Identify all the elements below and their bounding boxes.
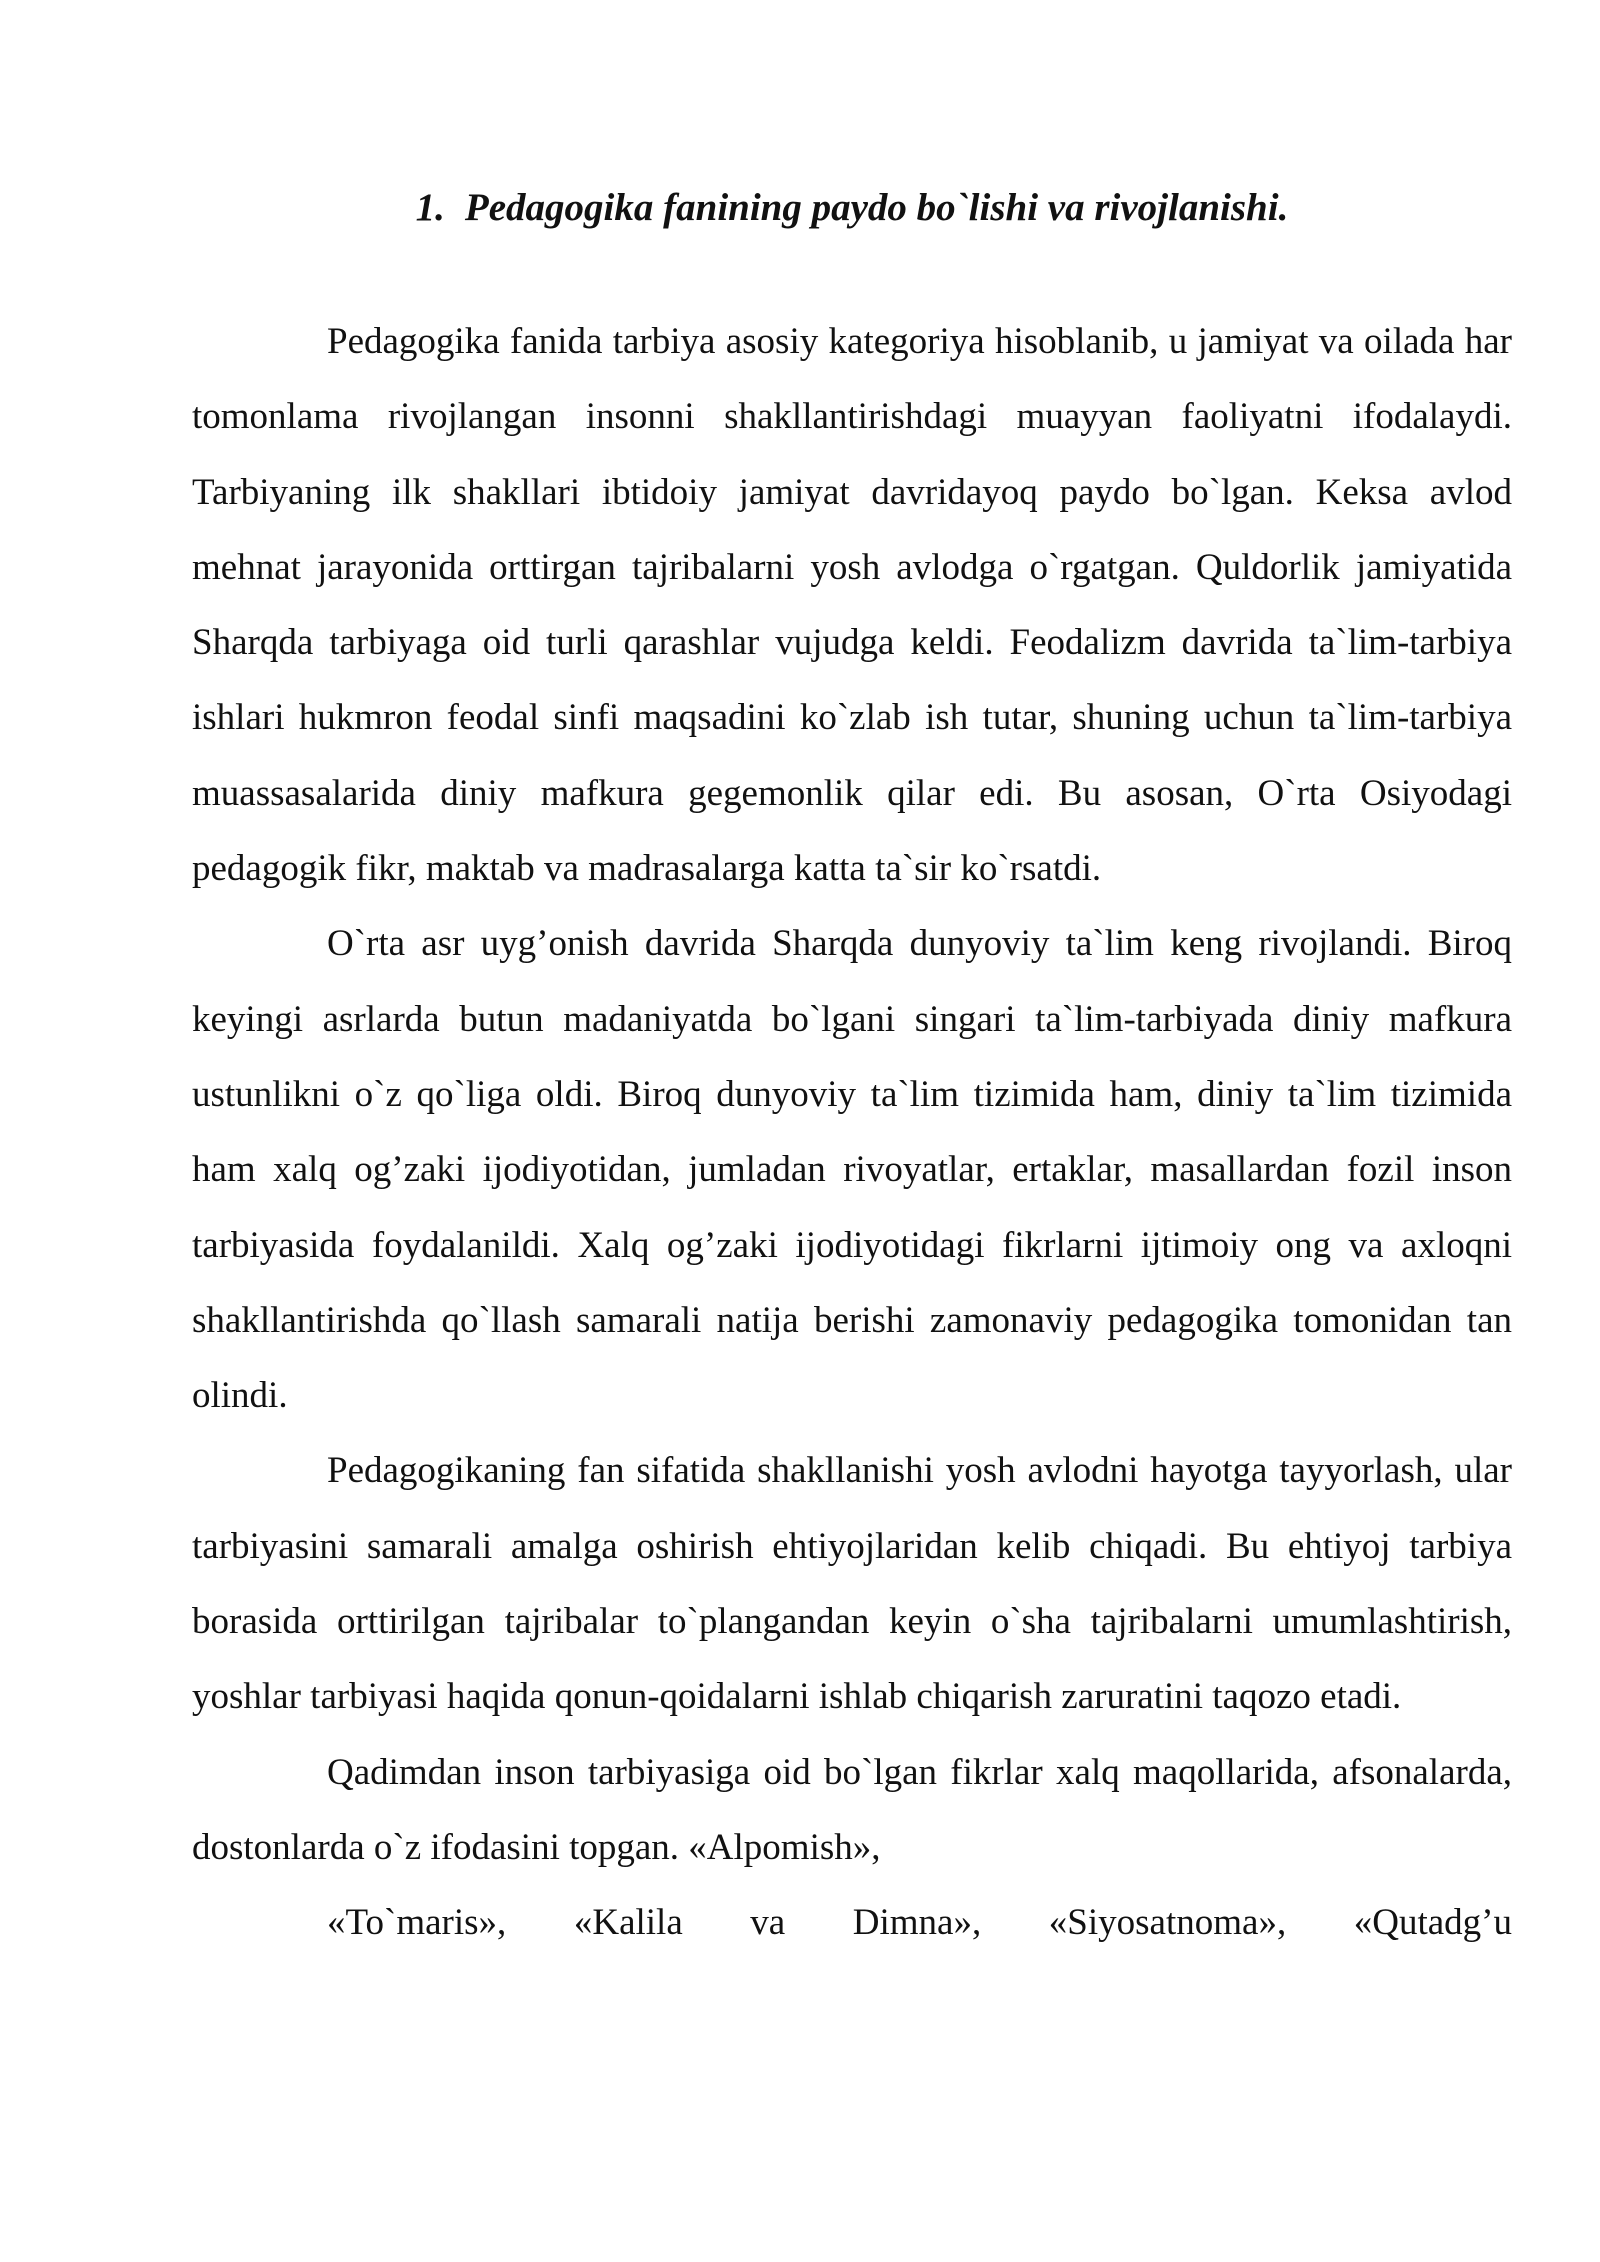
document-body	[192, 304, 1512, 1961]
paragraph: Pedagogikaning fan sifatida shakllanishi yosh avlodni hayotga tayyorlash, ular tarbiyasini samarali amalga oshirish ehtiyojlaridan kelib chiqadi. Bu ehtiyoj tarbiya borasida orttirilgan tajribalar to`plangandan keyin o`sha tajribalarni umumlashtirish, yoshlar tarbiyasi haqida qonun-qoidalarni ishlab chiqarish zaruratini taqozo etadi.	[192, 1450, 1512, 1718]
section-title: Pedagogika fanining paydo bo`lishi va rivojlanishi.	[464, 186, 1289, 229]
section-number: 1.	[415, 186, 445, 229]
paragraph: «To`maris», «Kalila va Dimna», «Siyosatnoma», «Qutadg’u	[327, 1902, 1512, 1944]
paragraph: Qadimdan inson tarbiyasiga oid bo`lgan fikrlar xalq maqollarida, afsonalarda, dostonlarda o`z ifodasini topgan. «Alpomish»,	[192, 1751, 1512, 1868]
paragraph: O`rta asr uyg’onish davrida Sharqda dunyoviy ta`lim keng rivojlandi. Biroq keyingi asrlarda butun madaniyatda bo`lgani singari ta`lim-tarbiyada diniy mafkura ustunlikni o`z qo`liga oldi. Biroq dunyoviy ta`lim tizimida ham, diniy ta`lim tizimida ham xalq og’zaki ijodiyotidan, jumladan rivoyatlar, ertaklar, masallardan fozil inson tarbiyasida foydalanildi. Xalq og’zaki ijodiyotidagi fikrlarni ijtimoiy ong va axloqni shakllantirishda qo`llash samarali natija berishi zamonaviy pedagogika tomonidan tan olindi.	[192, 923, 1512, 1417]
document-page	[192, 178, 1512, 1961]
section-heading	[192, 178, 1512, 238]
paragraph: Pedagogika fanida tarbiya asosiy kategoriya hisoblanib, u jamiyat va oilada har tomonlama rivojlangan insonni shakllantirishdagi muayyan faoliyatni ifodalaydi. Tarbiyaning ilk shakllari ibtidoiy jamiyat davridayoq paydo bo`lgan. Keksa avlod mehnat jarayonida orttirgan tajribalarni yosh avlodga o`rgatgan. Quldorlik jamiyatida Sharqda tarbiyaga oid turli qarashlar vujudga keldi. Feodalizm davrida ta`lim-tarbiya ishlari hukmron feodal sinfi maqsadini ko`zlab ish tutar, shuning uchun ta`lim-tarbiya muassasalarida diniy mafkura gegemonlik qilar edi. Bu asosan, O`rta Osiyodagi pedagogik fikr, maktab va madrasalarga katta ta`sir ko`rsatdi.	[192, 321, 1512, 890]
